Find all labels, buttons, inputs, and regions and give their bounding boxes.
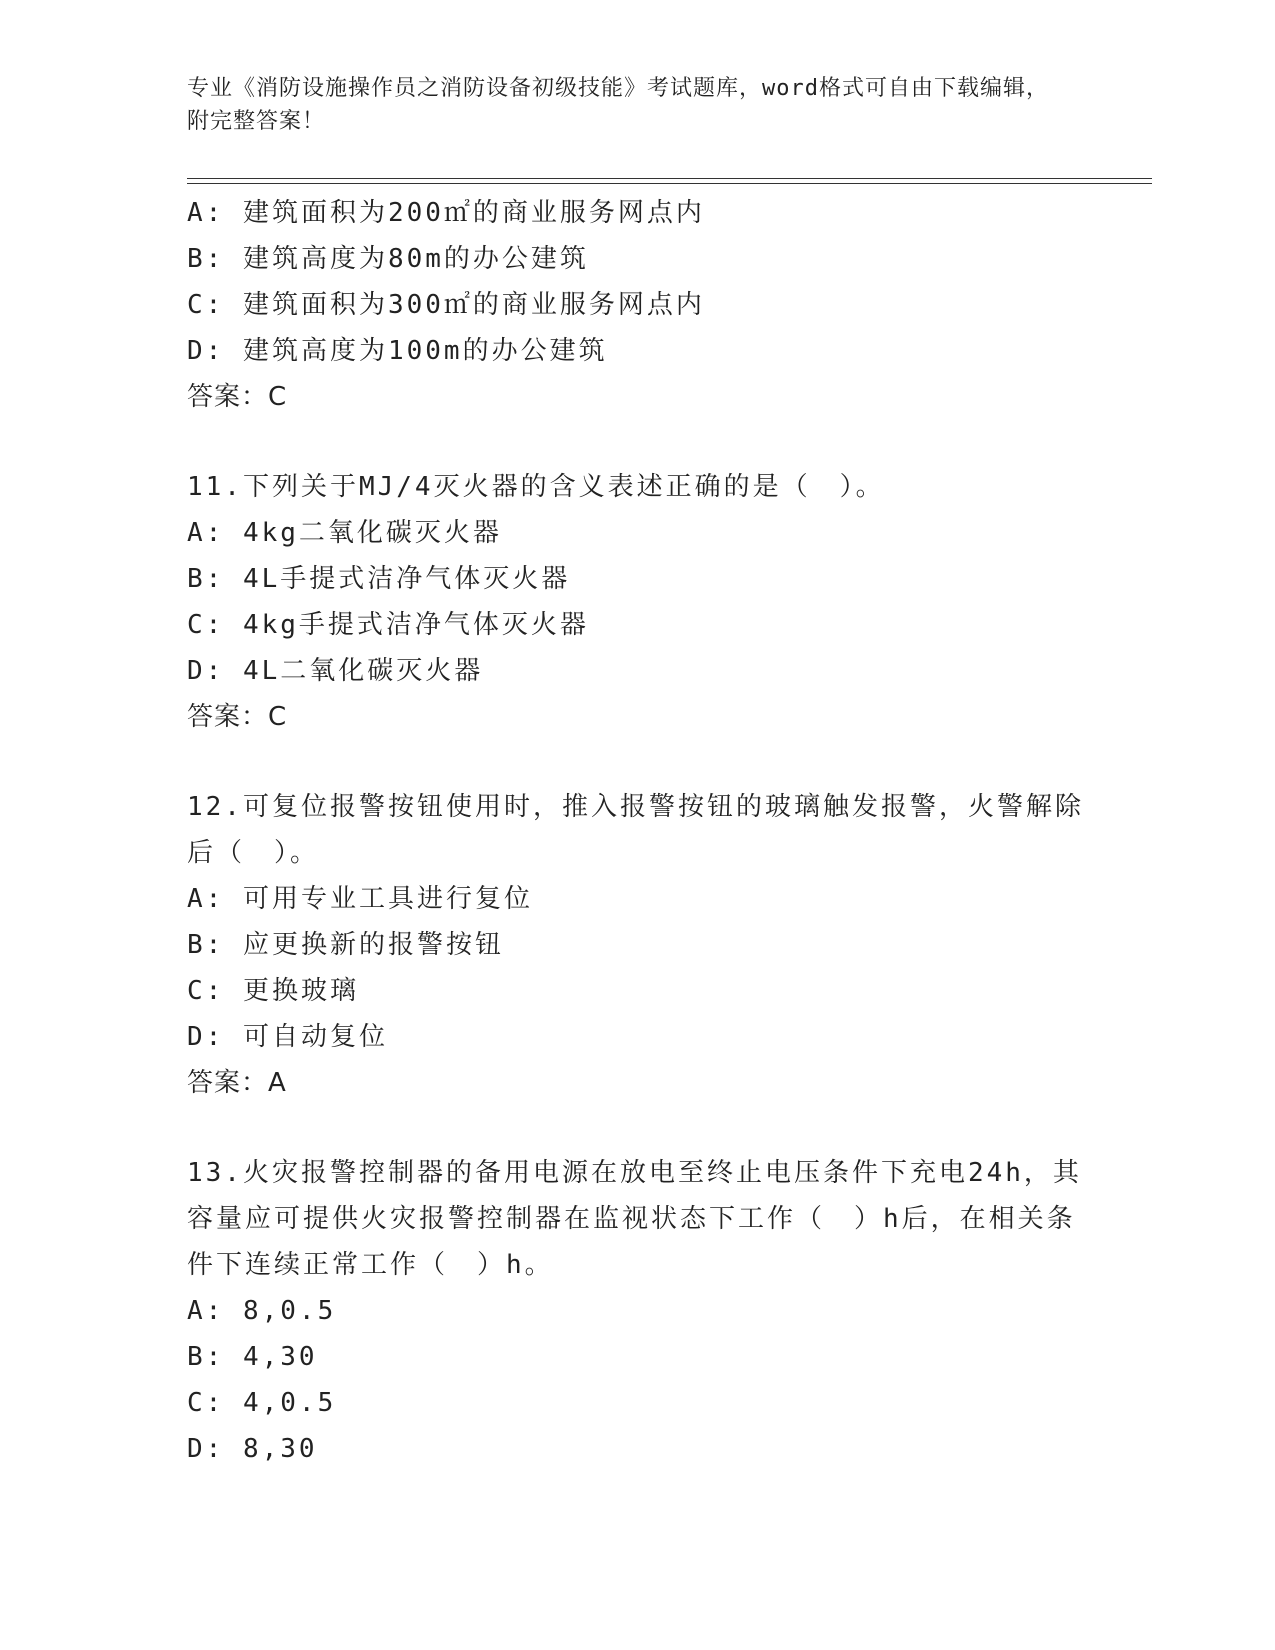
question-13 <box>187 1150 1087 1472</box>
option-d: D: 8,30 <box>187 1434 318 1464</box>
option-a: A: 可用专业工具进行复位 <box>187 884 533 914</box>
option-c: C: 4kg手提式洁净气体灭火器 <box>187 610 589 640</box>
spacer <box>187 740 1087 784</box>
question-stem: 13.火灾报警控制器的备用电源在放电至终止电压条件下充电24h，其容量应可提供火灾报警控制器在监视状态下工作（ ）h后，在相关条件下连续正常工作（ ）h。 <box>187 1158 1082 1280</box>
option-c: C: 建筑面积为300㎡的商业服务网点内 <box>187 290 705 320</box>
option-b: B: 建筑高度为80m的办公建筑 <box>187 244 589 274</box>
option-a: A: 建筑面积为200㎡的商业服务网点内 <box>187 198 705 228</box>
spacer <box>187 420 1087 464</box>
option-b: B: 4,30 <box>187 1342 318 1372</box>
spacer <box>187 1106 1087 1150</box>
question-10 <box>187 190 1087 420</box>
option-b: B: 应更换新的报警按钮 <box>187 930 504 960</box>
option-c: C: 4,0.5 <box>187 1388 337 1418</box>
answer-line: 答案：C <box>187 702 288 732</box>
answer-line: 答案：C <box>187 382 288 412</box>
question-11 <box>187 464 1087 740</box>
answer-line: 答案：A <box>187 1068 287 1098</box>
option-d: D: 建筑高度为100m的办公建筑 <box>187 336 608 366</box>
header-rule-top <box>187 178 1152 179</box>
option-d: D: 4L二氧化碳灭火器 <box>187 656 484 686</box>
option-b: B: 4L手提式洁净气体灭火器 <box>187 564 571 594</box>
option-a: A: 4kg二氧化碳灭火器 <box>187 518 502 548</box>
question-stem: 11.下列关于MJ/4灭火器的含义表述正确的是（ ）。 <box>187 472 885 502</box>
document-header: 专业《消防设施操作员之消防设备初级技能》考试题库，word格式可自由下载编辑，附完整答案！ <box>187 76 1049 134</box>
option-c: C: 更换玻璃 <box>187 976 359 1006</box>
option-a: A: 8,0.5 <box>187 1296 337 1326</box>
question-stem: 12.可复位报警按钮使用时，推入报警按钮的玻璃触发报警，火警解除后（ ）。 <box>187 792 1084 868</box>
option-d: D: 可自动复位 <box>187 1022 388 1052</box>
question-list <box>187 190 1087 1472</box>
header-rule-bottom <box>187 183 1152 184</box>
question-12 <box>187 784 1087 1106</box>
